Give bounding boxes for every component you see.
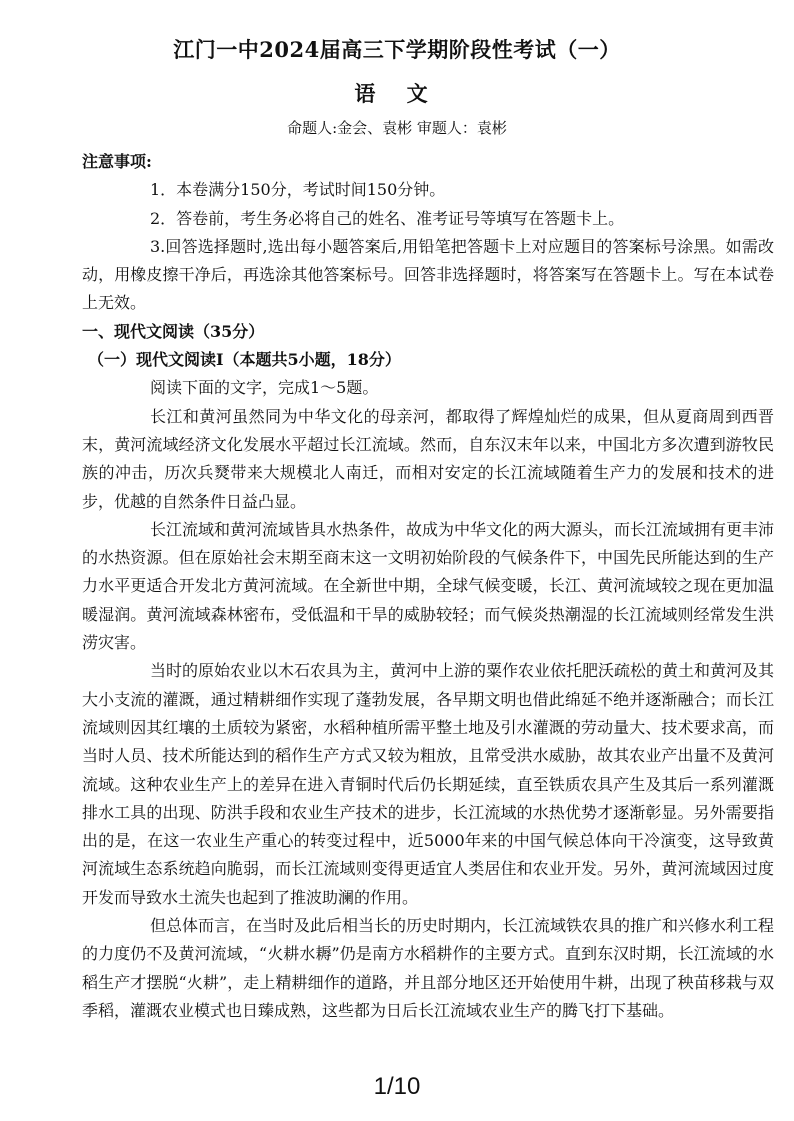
authors-line: 命题人:金会、袁彬 审题人：袁彬 (287, 119, 507, 137)
exam-body (82, 148, 775, 1025)
exam-title: 江门一中2024届高三下学期阶段性考试（一） (173, 37, 621, 62)
page-number: 1/10 (373, 1073, 421, 1100)
passage-paragraph: 当时的原始农业以木石农具为主，黄河中上游的粟作农业依托肥沃疏松的黄土和黄河及其大小支流的灌溉，通过精耕细作实现了蓬勃发展，各早期文明也借此绵延不绝并逐渐融合；而长江流域则因其红壤的土质较为紧密，水稻种植所需平整土地及引水灌溉的劳动量大、技术要求高，而当时人员、技术所能达到的稻作生产方式又较为粗放，且常受洪水威胁，故其农业产出量不及黄河流域。这种农业生产上的差异在进入青铜时代后仍长期延续，直至铁质农具产生及其后一系列灌溉排水工具的出现、防洪手段和农业生产技术的进步，长江流域的水热优势才逐渐彰显。另外需要指出的是，在这一农业生产重心的转变过程中，近5000年来的中国气候总体向干冷演变，这导致黄河流域生态系统趋向脆弱，而长江流域则变得更适宜人类居住和农业开发。另外，黄河流域因过度开发而导致水土流失也起到了推波助澜的作用。 (82, 661, 775, 907)
notice-item: 3.回答选择题时,选出每小题答案后,用铅笔把答题卡上对应题目的答案标号涂黑。如需改动，用橡皮擦干净后，再选涂其他答案标号。回答非选择题时，将答案写在答题卡上。写在本试卷上无效。 (82, 236, 774, 313)
notice-item: 1．本卷满分150分，考试时间150分钟。 (150, 180, 446, 200)
passage-paragraph: 长江和黄河虽然同为中华文化的母亲河，都取得了辉煌灿烂的成果，但从夏商周到西晋末，黄河流域经济文化发展水平超过长江流域。然而，自东汉末年以来，中国北方多次遭到游牧民族的冲击，历次兵燹带来大规模北人南迁，而相对安定的长江流域随着生产力的发展和技术的进步，优越的自然条件日益凸显。 (82, 406, 774, 511)
subsection-heading: （一）现代文阅读Ⅰ（本题共5小题，18分） (88, 350, 401, 370)
notice-heading: 注意事项: (82, 152, 152, 171)
passage-paragraph: 但总体而言，在当时及此后相当长的历史时期内，长江流域铁农具的推广和兴修水利工程的力度仍不及黄河流域，“火耕水耨”仍是南方水稻耕作的主要方式。直到东汉时期，长江流域的水稻生产才摆脱“火耕”，走上精耕细作的道路，并且部分地区还开始使用牛耕，出现了秧苗移栽与双季稻，灌溉农业模式也日臻成熟，这些都为日后长江流域农业生产的腾飞打下基础。 (82, 916, 775, 1020)
notice-item: 2．答卷前，考生务必将自己的姓名、准考证号等填写在答题卡上。 (150, 208, 625, 228)
subject-title: 语 文 (354, 81, 440, 106)
section-heading: 一、现代文阅读（35分） (82, 321, 265, 341)
passage-paragraph: 长江流域和黄河流域皆具水热条件，故成为中华文化的两大源头，而长江流域拥有更丰沛的水热资源。但在原始社会末期至商末这一文明初始阶段的气候条件下，中国先民所能达到的生产力水平更适合开发北方黄河流域。在全新世中期，全球气候变暖，长江、黄河流域较之现在更加温暖湿润。黄河流域森林密布，受低温和干旱的威胁较轻；而气候炎热潮湿的长江流域则经常发生洪涝灾害。 (82, 519, 775, 653)
reading-instruction: 阅读下面的文字，完成1～5题。 (150, 378, 379, 398)
